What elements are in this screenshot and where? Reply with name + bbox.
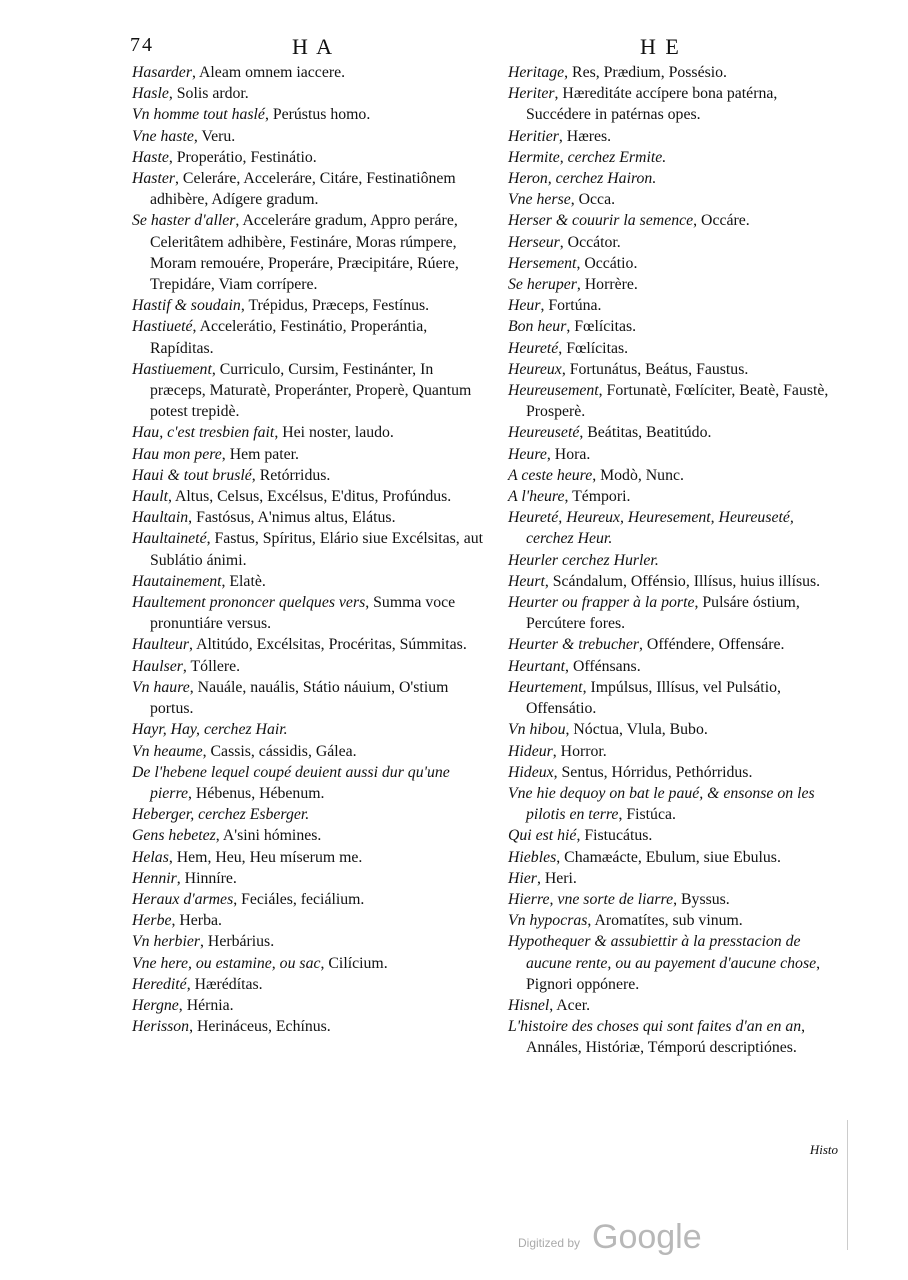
dictionary-entry bbox=[508, 868, 844, 889]
dictionary-entry bbox=[508, 486, 844, 507]
headword: Heureusement bbox=[508, 382, 599, 400]
translation: , Curriculo, Cursim, Festinánter, In præceps, Maturatè, Properánter, Properè, Quantum potest trepidè. bbox=[150, 360, 472, 421]
headword: Herser & couurir la semence bbox=[508, 212, 694, 230]
dictionary-entry bbox=[132, 868, 488, 889]
headword: Hayr, Hay, cerchez Hair. bbox=[132, 721, 288, 739]
headword: Hypothequer & assubiettir à la presstacion de aucune rente, ou au payement d'aucune chose bbox=[508, 933, 817, 972]
dictionary-entry bbox=[508, 550, 844, 571]
translation: , Herináceus, Echínus. bbox=[189, 1018, 331, 1036]
translation: , Sentus, Hórridus, Pethórridus. bbox=[553, 763, 753, 781]
headword: Hierre, vne sorte de liarre bbox=[508, 890, 674, 908]
dictionary-entry bbox=[132, 847, 488, 868]
headword: Heureux bbox=[508, 360, 562, 378]
headword: Qui est hié bbox=[508, 827, 577, 845]
dictionary-entry bbox=[508, 83, 844, 125]
dictionary-entry bbox=[132, 422, 488, 443]
digitization-watermark bbox=[518, 1218, 718, 1258]
headword: Haulteur bbox=[132, 636, 190, 654]
translation: , Altitúdo, Excélsitas, Procéritas, Súmmitas. bbox=[189, 636, 467, 654]
translation: , Aromatítes, sub vinum. bbox=[587, 912, 743, 930]
dictionary-entry bbox=[508, 995, 844, 1016]
dictionary-entry bbox=[132, 359, 488, 423]
headword: Hault bbox=[132, 488, 168, 506]
dictionary-entry bbox=[508, 189, 844, 210]
dictionary-entry bbox=[508, 741, 844, 762]
dictionary-entry bbox=[132, 677, 488, 719]
headword: Herseur bbox=[508, 233, 560, 251]
headword: Vn haure bbox=[132, 678, 190, 696]
dictionary-entry bbox=[132, 825, 488, 846]
translation: , Trépidus, Præceps, Festínus. bbox=[240, 297, 430, 315]
translation: , Occátio. bbox=[576, 254, 638, 272]
headword: De l'hebene lequel coupé deuient aussi dur qu'une pierre bbox=[132, 763, 450, 802]
translation: , Heri. bbox=[536, 869, 577, 887]
dictionary-entry bbox=[132, 295, 488, 316]
google-logo: Google bbox=[592, 1218, 702, 1256]
translation: , Hem pater. bbox=[221, 445, 299, 463]
headword: Hasarder bbox=[132, 64, 192, 81]
translation: , Témpori. bbox=[564, 488, 631, 506]
translation: , Modò, Nunc. bbox=[592, 466, 684, 484]
dictionary-entry bbox=[132, 953, 488, 974]
headword: A l'heure bbox=[508, 488, 565, 506]
headword: Hiebles bbox=[508, 848, 557, 866]
headword: Se haster d'aller bbox=[132, 212, 236, 230]
headword: Heurtant bbox=[508, 657, 566, 675]
headword: Heron, cerchez Hairon. bbox=[508, 170, 657, 188]
dictionary-entry bbox=[132, 147, 488, 168]
dictionary-entry bbox=[508, 825, 844, 846]
dictionary-entry bbox=[132, 762, 488, 804]
translation: , Herbárius. bbox=[200, 933, 275, 951]
translation: , Acer. bbox=[549, 996, 591, 1014]
translation: , Hinníre. bbox=[176, 869, 237, 887]
translation: , Solis ardor. bbox=[168, 85, 249, 103]
headword: Se heruper bbox=[508, 276, 577, 294]
headword: Vn herbier bbox=[132, 933, 201, 951]
dictionary-entry bbox=[508, 210, 844, 231]
headword: Haulser bbox=[132, 657, 183, 675]
headword: Haultaineté bbox=[132, 530, 207, 548]
headword: Haste bbox=[132, 148, 169, 166]
translation: , Feciáles, feciálium. bbox=[233, 890, 365, 908]
translation: , Perústus homo. bbox=[264, 106, 371, 124]
dictionary-entry bbox=[132, 995, 488, 1016]
dictionary-entry bbox=[132, 528, 488, 570]
dictionary-entry bbox=[132, 126, 488, 147]
translation: , Hei noster, laudo. bbox=[274, 424, 394, 442]
headword: Gens hebetez bbox=[132, 827, 216, 845]
translation: , Chamæácte, Ebulum, siue Ebulus. bbox=[556, 848, 781, 866]
dictionary-entry bbox=[132, 210, 488, 295]
dictionary-entry bbox=[508, 422, 844, 443]
dictionary-entry bbox=[132, 507, 488, 528]
dictionary-entry bbox=[132, 465, 488, 486]
translation: , Hébenus, Hébenum. bbox=[188, 784, 325, 802]
dictionary-entry bbox=[508, 719, 844, 740]
dictionary-entry bbox=[508, 889, 844, 910]
headword: Hermite, cerchez Ermite. bbox=[508, 148, 667, 166]
headword: Heureté, Heureux, Heuresement, Heureuseté, cerchez Heur. bbox=[508, 509, 794, 548]
translation: , Hæres. bbox=[558, 127, 612, 145]
translation: , Fastósus, A'nimus altus, Elátus. bbox=[188, 509, 396, 527]
translation: , Horrère. bbox=[576, 276, 638, 294]
dictionary-entry bbox=[508, 656, 844, 677]
headword: Heraux d'armes bbox=[132, 890, 234, 908]
headword: Heriter bbox=[508, 85, 555, 103]
dictionary-entry bbox=[132, 719, 488, 740]
headword: Herisson bbox=[132, 1018, 190, 1036]
running-header bbox=[0, 34, 908, 64]
headword: Hideux bbox=[508, 763, 554, 781]
translation: , Hérnia. bbox=[178, 996, 234, 1014]
dictionary-entry bbox=[508, 359, 844, 380]
headword: Haui & tout bruslé bbox=[132, 466, 252, 484]
translation: , Fortunatè, Fœlíciter, Beatè, Faustè, Prosperè. bbox=[526, 382, 829, 421]
dictionary-entry bbox=[508, 168, 844, 189]
dictionary-entry bbox=[132, 571, 488, 592]
translation: , Fœlícitas. bbox=[566, 318, 637, 336]
dictionary-entry bbox=[508, 762, 844, 783]
dictionary-entry bbox=[508, 634, 844, 655]
headword: Helas bbox=[132, 848, 169, 866]
dictionary-entry bbox=[508, 232, 844, 253]
headword: Heurter ou frapper à la porte bbox=[508, 594, 695, 612]
headword: Vn hibou bbox=[508, 721, 566, 739]
headword: Vn homme tout haslé bbox=[132, 106, 265, 124]
dictionary-entry bbox=[508, 380, 844, 422]
headword: Heureté bbox=[508, 339, 559, 357]
headword: A ceste heure bbox=[508, 466, 593, 484]
dictionary-entry bbox=[508, 847, 844, 868]
dictionary-entry bbox=[508, 910, 844, 931]
translation: , Scándalum, Offénsio, Illísus, huius illísus. bbox=[544, 572, 821, 590]
right-column bbox=[508, 62, 844, 1059]
translation: , Elatè. bbox=[221, 572, 266, 590]
left-column bbox=[132, 62, 488, 1037]
dictionary-entry bbox=[508, 677, 844, 719]
translation: , Fistucátus. bbox=[576, 827, 653, 845]
translation: , Tóllere. bbox=[182, 657, 241, 675]
headword: Herbe bbox=[132, 912, 172, 930]
translation: , Occa. bbox=[570, 191, 616, 209]
dictionary-entry bbox=[508, 126, 844, 147]
translation: , Veru. bbox=[193, 127, 236, 145]
headword: Hideur bbox=[508, 742, 553, 760]
translation: , Impúlsus, Illísus, vel Pulsátio, Offensátio. bbox=[526, 678, 781, 718]
translation: , Horror. bbox=[552, 742, 607, 760]
dictionary-entry bbox=[132, 804, 488, 825]
headword: Haultement prononcer quelques vers bbox=[132, 594, 366, 612]
dictionary-entry bbox=[508, 444, 844, 465]
dictionary-entry bbox=[508, 338, 844, 359]
translation: , Herba. bbox=[171, 912, 222, 930]
headword: Bon heur bbox=[508, 318, 567, 336]
header-right-letters: H E bbox=[640, 34, 681, 59]
dictionary-entry bbox=[132, 910, 488, 931]
translation: , Offénsans. bbox=[565, 657, 641, 675]
dictionary-entry bbox=[508, 571, 844, 592]
page-edge-line bbox=[847, 1120, 848, 1250]
translation: , Beátitas, Beatitúdo. bbox=[579, 424, 712, 442]
dictionary-entry bbox=[132, 62, 488, 83]
dictionary-entry bbox=[508, 147, 844, 168]
dictionary-entry bbox=[508, 783, 844, 825]
dictionary-entry bbox=[132, 974, 488, 995]
page-number: 74 bbox=[130, 34, 154, 56]
headword: Hier bbox=[508, 869, 537, 887]
headword: Hau mon pere bbox=[132, 445, 222, 463]
dictionary-entry bbox=[132, 316, 488, 358]
headword: Vne here, ou estamine, ou sac bbox=[132, 954, 321, 972]
translation: , Hora. bbox=[546, 445, 591, 463]
headword: Hau, c'est tresbien fait bbox=[132, 424, 275, 442]
headword: Hersement bbox=[508, 254, 577, 272]
translation: , Aleam omnem iaccere. bbox=[191, 64, 346, 81]
headword: Hergne bbox=[132, 996, 179, 1014]
dictionary-entry bbox=[132, 83, 488, 104]
headword: Haster bbox=[132, 170, 176, 188]
headword: Heureuseté bbox=[508, 424, 580, 442]
translation: , Hæreditáte accípere bona patérna, Succédere in patérnas opes. bbox=[526, 85, 778, 124]
translation: , Occáre. bbox=[693, 212, 750, 230]
headword: Heurtement bbox=[508, 678, 583, 696]
dictionary-entry bbox=[508, 274, 844, 295]
translation: , Pignori oppónere. bbox=[526, 954, 821, 993]
translation: , Nóctua, Vlula, Bubo. bbox=[565, 721, 708, 739]
headword: Vn heaume bbox=[132, 742, 203, 760]
translation: , Res, Prædium, Possésio. bbox=[564, 64, 727, 81]
catchword: Histo bbox=[809, 1142, 838, 1157]
dictionary-entry bbox=[132, 741, 488, 762]
translation: , Cilícium. bbox=[320, 954, 388, 972]
dictionary-entry bbox=[132, 592, 488, 634]
headword: Vne haste bbox=[132, 127, 194, 145]
dictionary-entry bbox=[132, 444, 488, 465]
headword: Hastiueté bbox=[132, 318, 193, 336]
translation: , Fistúca. bbox=[618, 806, 676, 824]
dictionary-entry bbox=[132, 168, 488, 210]
translation: , Hem, Heu, Heu míserum me. bbox=[168, 848, 363, 866]
dictionary-entry bbox=[508, 931, 844, 995]
translation: , Accelerátio, Festinátio, Properántia, Rapíditas. bbox=[150, 318, 428, 357]
dictionary-entry bbox=[132, 656, 488, 677]
headword: Heberger, cerchez Esberger. bbox=[132, 806, 310, 824]
translation: , Offéndere, Offensáre. bbox=[639, 636, 785, 654]
translation: , Hærédítas. bbox=[186, 975, 263, 993]
headword: Heritage bbox=[508, 64, 565, 81]
headword: Heurter & trebucher bbox=[508, 636, 640, 654]
headword: Hautainement bbox=[132, 572, 222, 590]
dictionary-entry bbox=[132, 634, 488, 655]
dictionary-entry bbox=[508, 507, 844, 549]
dictionary-entry bbox=[508, 295, 844, 316]
headword: Heurt bbox=[508, 572, 545, 590]
translation: , Celeráre, Acceleráre, Citáre, Festinatiônem adhibère, Adígere gradum. bbox=[150, 170, 456, 209]
headword: Hastiuement bbox=[132, 360, 212, 378]
dictionary-entry bbox=[508, 316, 844, 337]
headword: Heritier bbox=[508, 127, 559, 145]
dictionary-entry bbox=[508, 62, 844, 83]
translation: , Annáles, Históriæ, Témporú descriptiónes. bbox=[526, 1018, 806, 1057]
headword: Haultain bbox=[132, 509, 189, 527]
digitized-by-text: Digitized by bbox=[518, 1236, 581, 1250]
translation: , Summa voce pronuntiáre versus. bbox=[150, 594, 456, 633]
translation: , Byssus. bbox=[673, 890, 730, 908]
headword: Heure bbox=[508, 445, 547, 463]
translation: , Nauále, nauális, Státio náuium, O'stium portus. bbox=[150, 678, 449, 718]
translation: , Fortunátus, Beátus, Faustus. bbox=[561, 360, 749, 378]
headword: Heredité bbox=[132, 975, 187, 993]
translation: , Pulsáre óstium, Percútere fores. bbox=[526, 594, 800, 633]
translation: , Cassis, cássidis, Gálea. bbox=[202, 742, 357, 760]
headword: Hasle bbox=[132, 85, 169, 103]
dictionary-entry bbox=[132, 1016, 488, 1037]
translation: , Fastus, Spíritus, Elário siue Excélsitas, aut Sublátio ánimi. bbox=[150, 530, 484, 569]
translation: , Retórridus. bbox=[251, 466, 331, 484]
dictionary-entry bbox=[132, 889, 488, 910]
headword: Heur bbox=[508, 297, 541, 315]
dictionary-entry bbox=[132, 486, 488, 507]
headword: Hastif & soudain bbox=[132, 297, 241, 315]
headword: Hennir bbox=[132, 869, 177, 887]
dictionary-entry bbox=[508, 253, 844, 274]
translation: , Properátio, Festinátio. bbox=[168, 148, 317, 166]
dictionary-entry bbox=[508, 592, 844, 634]
headword: Hisnel bbox=[508, 996, 550, 1014]
header-left-letters: H A bbox=[292, 34, 335, 59]
dictionary-entry bbox=[508, 1016, 844, 1058]
translation: , Occátor. bbox=[559, 233, 621, 251]
headword: Vn hypocras bbox=[508, 912, 588, 930]
dictionary-entry bbox=[132, 931, 488, 952]
dictionary-entry bbox=[508, 465, 844, 486]
headword: Vne herse bbox=[508, 191, 571, 209]
translation: , Acceleráre gradum, Appro peráre, Celeritâtem adhibère, Festináre, Moras rúmpere, Moram remouére, Properáre, Præcipitáre, Rúere, Trepidáre, Viam corrípere. bbox=[150, 212, 459, 294]
translation: , Fortúna. bbox=[540, 297, 602, 315]
headword: Vne hie dequoy on bat le paué, & ensonse on les pilotis en terre bbox=[508, 784, 815, 824]
dictionary-entry bbox=[132, 104, 488, 125]
translation: , A'sini hómines. bbox=[215, 827, 322, 845]
translation: , Fœlícitas. bbox=[558, 339, 629, 357]
translation: , Altus, Celsus, Excélsus, E'ditus, Profúndus. bbox=[167, 488, 452, 506]
headword: L'histoire des choses qui sont faites d'an en an bbox=[508, 1018, 802, 1036]
headword: Heurler cerchez Hurler. bbox=[508, 551, 659, 569]
